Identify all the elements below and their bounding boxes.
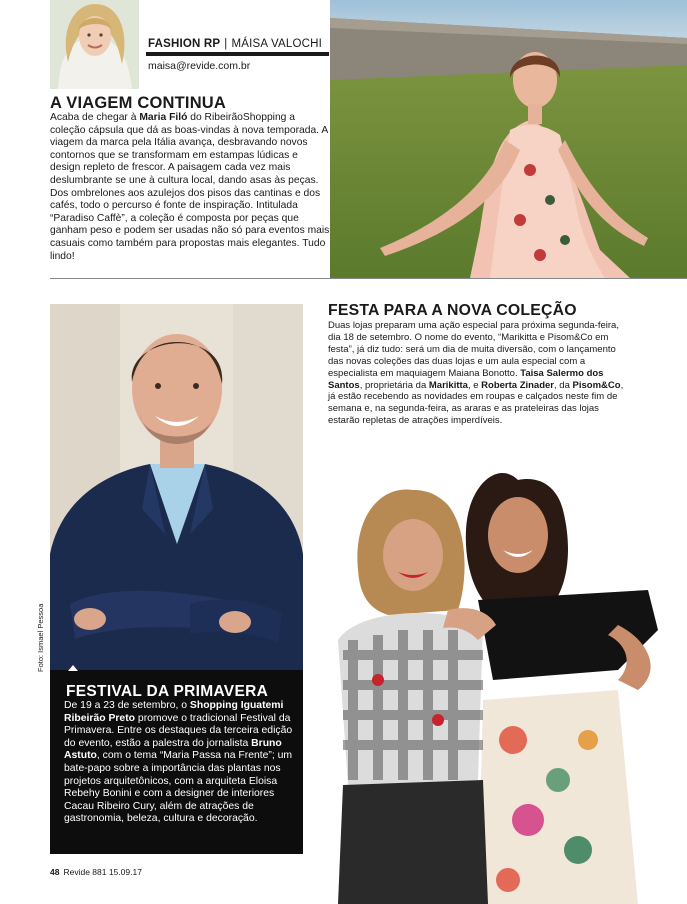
column-separator: | — [224, 38, 228, 50]
two-women-illustration — [318, 440, 687, 904]
article-title-festival: FESTIVAL DA PRIMAVERA — [66, 683, 269, 700]
columnist-name: MÁISA VALOCHI — [231, 38, 323, 50]
text-run: , da — [554, 379, 573, 391]
man-in-suit-illustration — [50, 304, 303, 670]
venue-name: Shopping Iguatemi Ribeirão Preto — [64, 700, 284, 724]
text-run: promove o tradicional Festival da Primavera. Entre os destaques da terceira edição do evento, estão a palestra do jornalista — [64, 712, 293, 749]
text-run: De 19 a 23 de setembro, o — [64, 700, 190, 711]
text-run: , já estão recebendo as novidades em roupas e calçados neste fim de semana e, na segunda-feira, as araras e as prateleiras das lojas estarão repletas de atrações imperdíveis. — [328, 379, 624, 427]
speaker-name: Bruno Astuto — [64, 737, 282, 762]
text-run: Duas lojas preparam uma ação especial para próxima segunda-feira, dia 18 de setembro. O nome do evento, “Marikitta e Pisom&Co em festa”, já diz tudo: será um dia de muita diversão, com o lançamento das novas coleções das duas lojas e um aula especial com a especialista em maquiagem Maiana Bonotto. — [328, 320, 619, 379]
text-run: , proprietária da — [359, 379, 429, 391]
portrait-photo-bruno-astuto — [50, 304, 303, 670]
caption-arrow-icon — [68, 665, 78, 671]
article-title-viagem: A VIAGEM CONTINUA — [50, 94, 227, 112]
text-run: , e — [467, 379, 482, 391]
issue-info: Revide 881 15.09.17 — [63, 867, 142, 877]
page-footer — [50, 867, 142, 877]
article-title-festa: FESTA PARA A NOVA COLEÇÃO — [328, 302, 577, 319]
person-name: Roberta Zinader — [481, 379, 555, 391]
text-run: , com o tema “Maria Passa na Frente”; um bate-papo sobre a importância das plantas nos projetos arquitetônicos, com a arquiteta Eloisa Rebehy Bonini e com a designer de interiores Cacau Ribeiro Cury, além de atrações de gastronomia, beleza, cultura e decoração. — [64, 750, 293, 825]
store-name: Pisom&Co — [572, 379, 621, 391]
person-name: Taisa Salermo dos Santos — [328, 367, 604, 391]
column-title — [148, 38, 322, 50]
photo-two-women-store-owners — [318, 440, 687, 904]
article-body-festa — [328, 320, 628, 427]
page-number: 48 — [50, 867, 60, 877]
article-body-festival — [64, 700, 300, 826]
section-divider — [50, 278, 687, 279]
header-rule — [146, 52, 329, 56]
article-body-viagem — [50, 112, 330, 263]
text-run: do RibeirãoShopping a coleção cápsula que dá as boas-vindas à nova temporada. A viagem da marca pela Itália avança, desbravando novos contornos que se transformam em estampas lúdicas e design repleto de frescor. A paisagem cada vez mais deslumbrante se une à cultura local, dando asas às peças. Dos ombrelones aos azulejos dos pisos das cantinas e dos cafés, todo o percurso é fonte de inspiração. Intitulada “Paradiso Caffè”, a coleção é composta por peças que ganham peso e podem ser usadas não só para eventos mais casuais como também para propostas mais elegantes. Tudo lindo! — [50, 112, 330, 262]
columnist-email[interactable]: maisa@revide.com.br — [148, 60, 251, 72]
author-portrait-illustration — [50, 0, 139, 89]
photo-credit: Foto: Ismael Pessoa — [36, 603, 45, 672]
column-name: FASHION RP — [148, 38, 221, 50]
model-on-grass-illustration — [330, 0, 687, 278]
fashion-photo-model-on-grass — [330, 0, 687, 278]
store-name: Marikitta — [428, 379, 468, 391]
text-run: Acaba de chegar à — [50, 112, 140, 123]
brand-name: Maria Filó — [139, 112, 188, 123]
author-photo — [50, 0, 139, 89]
